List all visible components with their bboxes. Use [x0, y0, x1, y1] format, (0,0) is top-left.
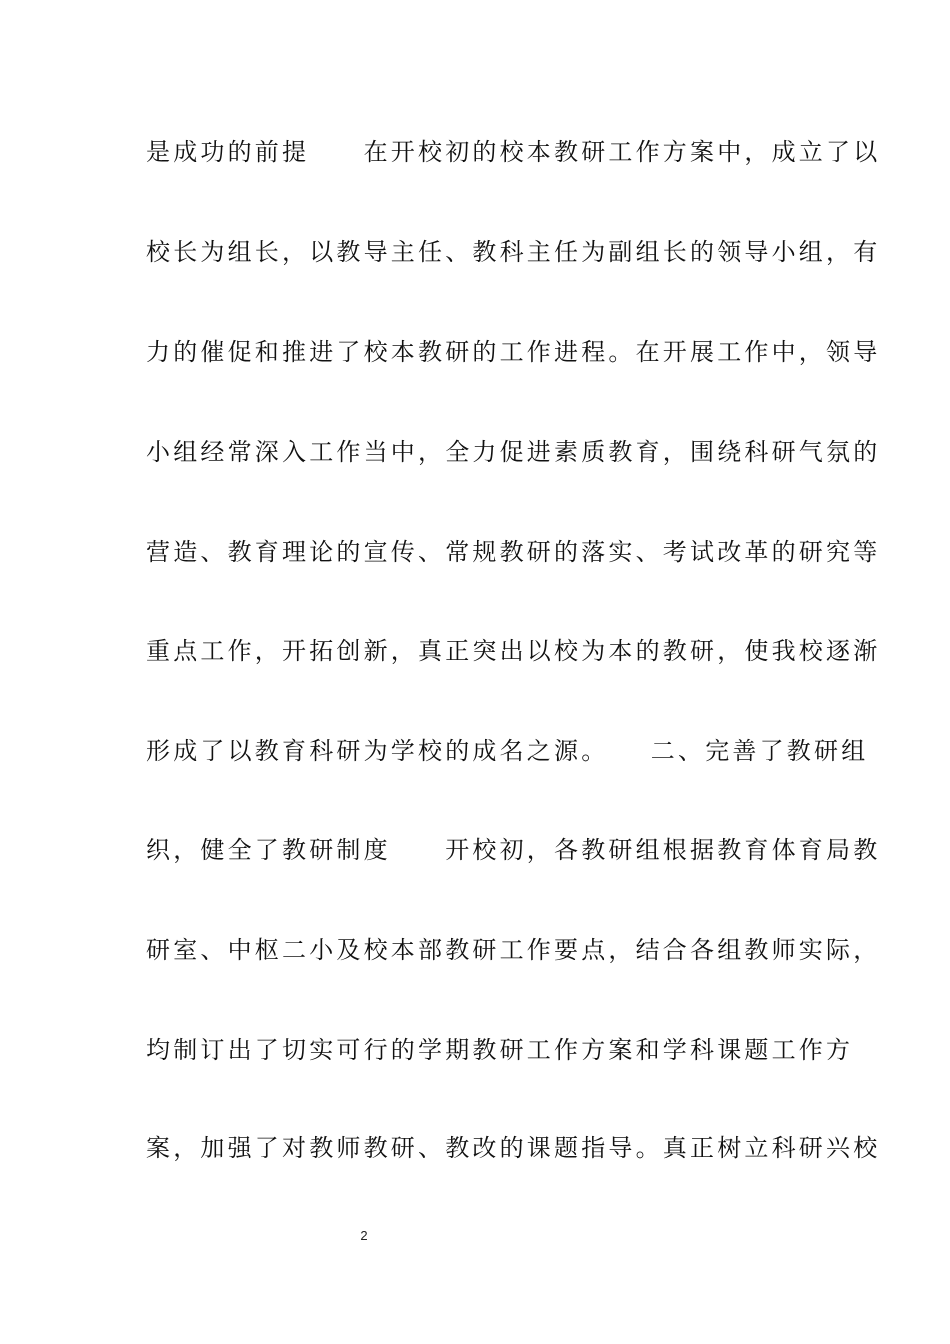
- body-text-line-5: 营造、教育理论的宣传、常规教研的落实、考试改革的研究等: [146, 538, 881, 566]
- body-text-line-4: 小组经常深入工作当中，全力促进素质教育，围绕科研气氛的: [146, 438, 881, 466]
- page-number: 2: [360, 1228, 368, 1243]
- body-text-line-7: 形成了以教育科研为学校的成名之源。 二、完善了教研组: [146, 737, 869, 765]
- body-text-line-6: 重点工作，开拓创新，真正突出以校为本的教研，使我校逐渐: [146, 637, 881, 665]
- body-text-line-9: 研室、中枢二小及校本部教研工作要点，结合各组教师实际，: [146, 936, 881, 964]
- body-text-line-2: 校长为组长，以教导主任、教科主任为副组长的领导小组，有: [146, 238, 881, 266]
- body-text-line-8: 织，健全了教研制度 开校初，各教研组根据教育体育局教: [146, 836, 881, 864]
- body-text-line-10: 均制订出了切实可行的学期教研工作方案和学科课题工作方: [146, 1036, 854, 1064]
- body-text-line-11: 案，加强了对教师教研、教改的课题指导。真正树立科研兴校: [146, 1134, 881, 1162]
- body-text-line-3: 力的催促和推进了校本教研的工作进程。在开展工作中，领导: [146, 338, 881, 366]
- body-text-line-1: 是成功的前提 在开校初的校本教研工作方案中，成立了以: [146, 138, 881, 166]
